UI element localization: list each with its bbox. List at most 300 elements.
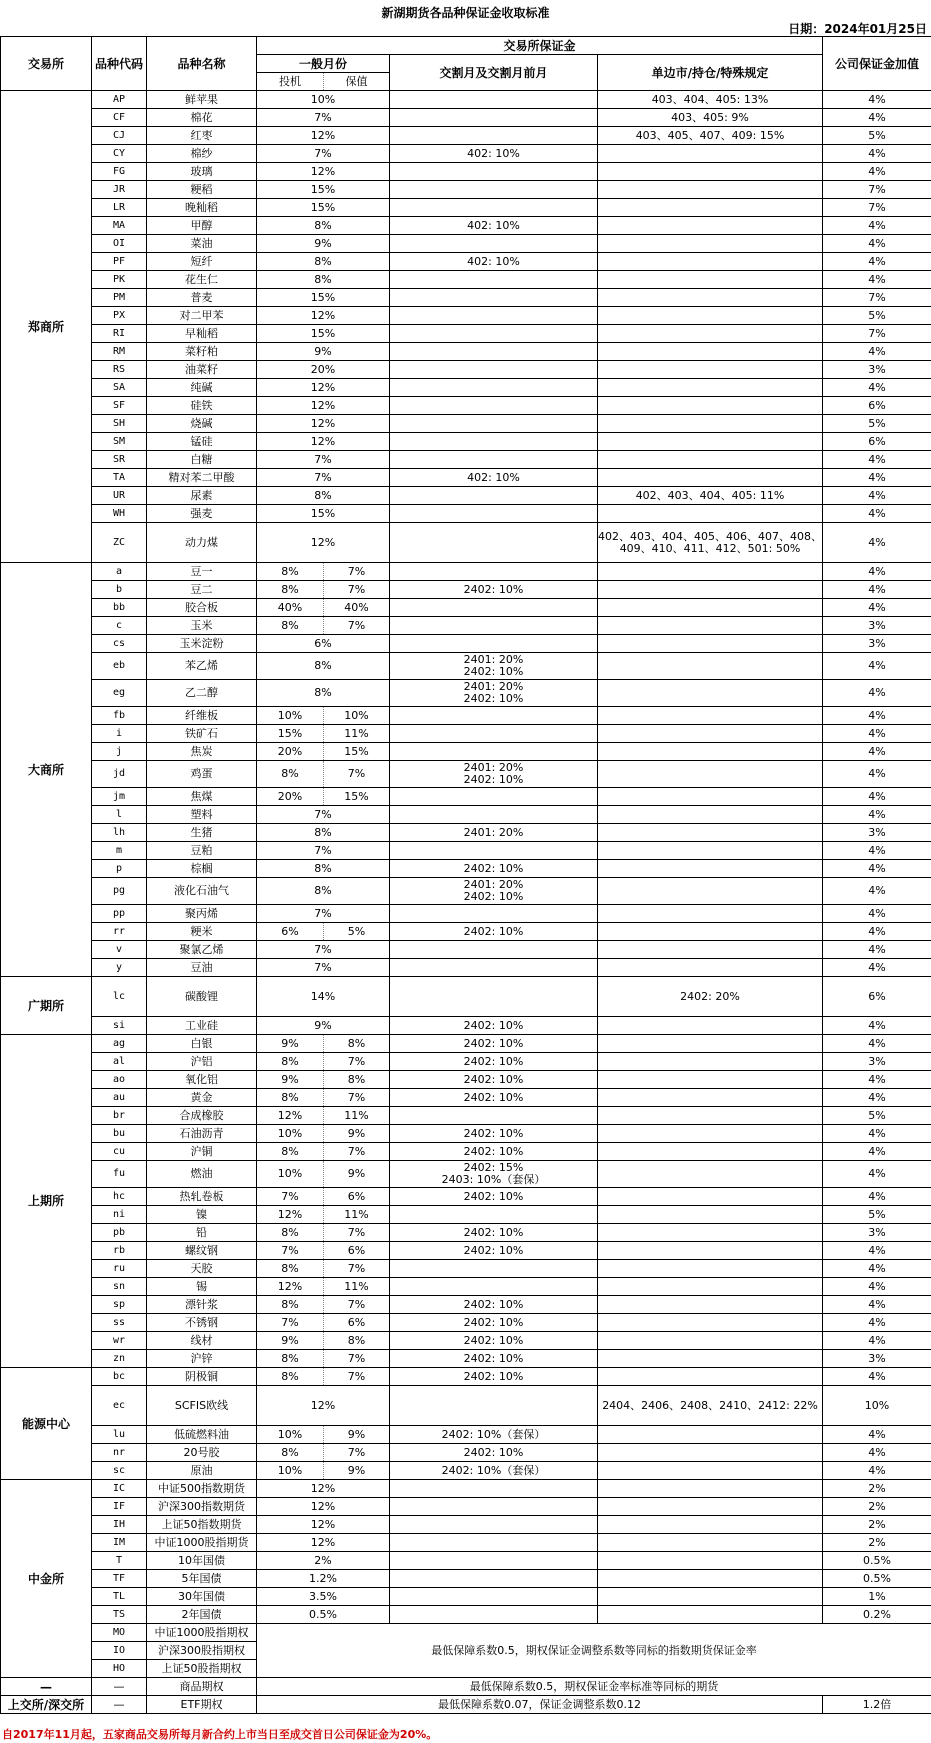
speculation-cell: 7% bbox=[257, 1188, 324, 1206]
company-add-cell: 0.2% bbox=[823, 1606, 931, 1624]
general-month-cell: 12% bbox=[257, 397, 390, 415]
special-cell bbox=[598, 1278, 823, 1296]
table-row bbox=[1, 487, 931, 505]
code-cell: sn bbox=[92, 1278, 147, 1296]
delivery-cell bbox=[390, 91, 598, 109]
table-row bbox=[1, 1606, 931, 1624]
table-row bbox=[1, 860, 931, 878]
company-add-cell: 4% bbox=[823, 959, 931, 977]
code-cell: al bbox=[92, 1053, 147, 1071]
table-row bbox=[1, 1242, 931, 1260]
hedge-cell: 8% bbox=[324, 1035, 390, 1053]
delivery-cell bbox=[390, 379, 598, 397]
company-add-cell: 4% bbox=[823, 1462, 931, 1480]
company-add-cell: 0.5% bbox=[823, 1552, 931, 1570]
name-cell: 尿素 bbox=[147, 487, 257, 505]
header-code: 品种代码 bbox=[92, 37, 147, 91]
name-cell: 早籼稻 bbox=[147, 325, 257, 343]
company-add-cell: 4% bbox=[823, 860, 931, 878]
special-cell bbox=[598, 860, 823, 878]
general-month-cell: 12% bbox=[257, 127, 390, 145]
hedge-cell: 7% bbox=[324, 581, 390, 599]
general-month-cell: 12% bbox=[257, 163, 390, 181]
code-cell: HO bbox=[92, 1660, 147, 1678]
special-cell bbox=[598, 415, 823, 433]
table-row bbox=[1, 469, 931, 487]
name-cell: 豆二 bbox=[147, 581, 257, 599]
table-row bbox=[1, 1350, 931, 1368]
code-cell: jm bbox=[92, 788, 147, 806]
hedge-cell: 7% bbox=[324, 563, 390, 581]
code-cell: au bbox=[92, 1089, 147, 1107]
special-cell bbox=[598, 1017, 823, 1035]
name-cell: 粳稻 bbox=[147, 181, 257, 199]
delivery-cell bbox=[390, 806, 598, 824]
table-row bbox=[1, 505, 931, 523]
delivery-cell: 2402: 10% bbox=[390, 1350, 598, 1368]
company-add-cell: 4% bbox=[823, 271, 931, 289]
table-row bbox=[1, 217, 931, 235]
special-cell bbox=[598, 725, 823, 743]
general-month-cell: 8% bbox=[257, 824, 390, 842]
table-row bbox=[1, 635, 931, 653]
delivery-cell bbox=[390, 905, 598, 923]
name-cell: 鸡蛋 bbox=[147, 761, 257, 788]
table-row bbox=[1, 1588, 931, 1606]
hedge-cell: 10% bbox=[324, 707, 390, 725]
speculation-cell: 7% bbox=[257, 1314, 324, 1332]
speculation-cell: 20% bbox=[257, 788, 324, 806]
hedge-cell: 11% bbox=[324, 1206, 390, 1224]
special-cell bbox=[598, 1534, 823, 1552]
code-cell: TL bbox=[92, 1588, 147, 1606]
table-row bbox=[1, 1278, 931, 1296]
special-cell bbox=[598, 1498, 823, 1516]
footer-note: 自2017年11月起，五家商品交易所每月新合约上市当日至成交首日公司保证金为20%。 bbox=[2, 1728, 438, 1741]
general-month-cell: 12% bbox=[257, 1480, 390, 1498]
code-cell: RI bbox=[92, 325, 147, 343]
delivery-cell bbox=[390, 1278, 598, 1296]
speculation-cell: 9% bbox=[257, 1035, 324, 1053]
company-add-cell: 4% bbox=[823, 680, 931, 707]
table-row bbox=[1, 1224, 931, 1242]
margin-table bbox=[0, 36, 931, 1714]
header-row bbox=[1, 37, 931, 55]
table-row bbox=[1, 235, 931, 253]
table-row bbox=[1, 451, 931, 469]
table-row bbox=[1, 1143, 931, 1161]
general-month-cell: 15% bbox=[257, 181, 390, 199]
speculation-cell: 8% bbox=[257, 617, 324, 635]
company-add-cell: 4% bbox=[823, 469, 931, 487]
name-cell: 短纤 bbox=[147, 253, 257, 271]
name-cell: 红枣 bbox=[147, 127, 257, 145]
speculation-cell: 8% bbox=[257, 581, 324, 599]
delivery-cell: 402: 10% bbox=[390, 469, 598, 487]
speculation-cell: 8% bbox=[257, 563, 324, 581]
name-cell: 天胶 bbox=[147, 1260, 257, 1278]
name-cell: 动力煤 bbox=[147, 523, 257, 563]
name-cell: 沪铜 bbox=[147, 1143, 257, 1161]
company-add-cell: 4% bbox=[823, 1314, 931, 1332]
table-row bbox=[1, 617, 931, 635]
name-cell: 30年国债 bbox=[147, 1588, 257, 1606]
company-add-cell: 3% bbox=[823, 617, 931, 635]
delivery-cell: 2401: 20% 2402: 10% bbox=[390, 653, 598, 680]
special-cell bbox=[598, 217, 823, 235]
special-cell bbox=[598, 397, 823, 415]
code-cell: lh bbox=[92, 824, 147, 842]
company-add-cell: 4% bbox=[823, 878, 931, 905]
delivery-cell: 402: 10% bbox=[390, 145, 598, 163]
name-cell: 阴极铜 bbox=[147, 1368, 257, 1386]
code-cell: TA bbox=[92, 469, 147, 487]
delivery-cell bbox=[390, 743, 598, 761]
special-cell bbox=[598, 1516, 823, 1534]
delivery-cell: 402: 10% bbox=[390, 217, 598, 235]
general-month-cell: 7% bbox=[257, 109, 390, 127]
code-cell: MA bbox=[92, 217, 147, 235]
hedge-cell: 8% bbox=[324, 1332, 390, 1350]
delivery-cell: 2401: 20% 2402: 10% bbox=[390, 878, 598, 905]
company-add-cell: 5% bbox=[823, 415, 931, 433]
code-cell: T bbox=[92, 1552, 147, 1570]
header-exchange: 交易所 bbox=[1, 37, 92, 91]
special-cell bbox=[598, 743, 823, 761]
delivery-cell bbox=[390, 1516, 598, 1534]
hedge-cell: 11% bbox=[324, 725, 390, 743]
name-cell: 沪深300指数期货 bbox=[147, 1498, 257, 1516]
general-month-cell: 7% bbox=[257, 959, 390, 977]
name-cell: 上证50指数期货 bbox=[147, 1516, 257, 1534]
special-cell bbox=[598, 1552, 823, 1570]
name-cell: 中证1000股指期货 bbox=[147, 1534, 257, 1552]
code-cell: fu bbox=[92, 1161, 147, 1188]
hedge-cell: 9% bbox=[324, 1161, 390, 1188]
company-add-cell: 4% bbox=[823, 487, 931, 505]
speculation-cell: 9% bbox=[257, 1332, 324, 1350]
header-company-add: 公司保证金加值 bbox=[823, 37, 931, 91]
table-row bbox=[1, 181, 931, 199]
company-add-cell: 4% bbox=[823, 1125, 931, 1143]
delivery-cell: 2402: 10% bbox=[390, 1017, 598, 1035]
table-row bbox=[1, 878, 931, 905]
special-cell bbox=[598, 235, 823, 253]
exchange-cell: 能源中心 bbox=[1, 1368, 92, 1480]
code-cell: ZC bbox=[92, 523, 147, 563]
company-add-cell: 7% bbox=[823, 325, 931, 343]
special-cell bbox=[598, 1588, 823, 1606]
delivery-cell bbox=[390, 788, 598, 806]
speculation-cell: 10% bbox=[257, 1462, 324, 1480]
company-add-cell: 3% bbox=[823, 1053, 931, 1071]
name-cell: 强麦 bbox=[147, 505, 257, 523]
company-add-cell: 3% bbox=[823, 1224, 931, 1242]
table-row bbox=[1, 725, 931, 743]
hedge-cell: 9% bbox=[324, 1125, 390, 1143]
company-add-cell: 2% bbox=[823, 1534, 931, 1552]
company-add-cell: 4% bbox=[823, 707, 931, 725]
company-add-cell: 4% bbox=[823, 581, 931, 599]
code-cell: cu bbox=[92, 1143, 147, 1161]
speculation-cell: 8% bbox=[257, 1089, 324, 1107]
code-cell: rb bbox=[92, 1242, 147, 1260]
code-cell: ec bbox=[92, 1386, 147, 1426]
name-cell: 菜油 bbox=[147, 235, 257, 253]
company-add-cell: 4% bbox=[823, 1017, 931, 1035]
table-row bbox=[1, 1552, 931, 1570]
name-cell: 甲醇 bbox=[147, 217, 257, 235]
company-add-cell: 4% bbox=[823, 743, 931, 761]
table-row bbox=[1, 1678, 931, 1696]
table-row bbox=[1, 325, 931, 343]
hedge-cell: 7% bbox=[324, 1444, 390, 1462]
name-cell: 燃油 bbox=[147, 1161, 257, 1188]
speculation-cell: 10% bbox=[257, 1125, 324, 1143]
delivery-cell: 2401: 20% bbox=[390, 824, 598, 842]
table-row bbox=[1, 1107, 931, 1125]
general-month-cell: 15% bbox=[257, 289, 390, 307]
code-cell: sc bbox=[92, 1462, 147, 1480]
name-cell: 硅铁 bbox=[147, 397, 257, 415]
company-add-cell: 4% bbox=[823, 523, 931, 563]
delivery-cell bbox=[390, 433, 598, 451]
delivery-cell: 2402: 10% bbox=[390, 1242, 598, 1260]
general-month-cell: 8% bbox=[257, 271, 390, 289]
table-row bbox=[1, 163, 931, 181]
hedge-cell: 7% bbox=[324, 1224, 390, 1242]
code-cell: m bbox=[92, 842, 147, 860]
special-cell bbox=[598, 325, 823, 343]
company-add-cell: 4% bbox=[823, 343, 931, 361]
speculation-cell: 12% bbox=[257, 1278, 324, 1296]
company-add-cell: 4% bbox=[823, 1143, 931, 1161]
name-cell: 碳酸锂 bbox=[147, 977, 257, 1017]
table-row bbox=[1, 1696, 931, 1714]
hedge-cell: 7% bbox=[324, 1350, 390, 1368]
header-speculation: 投机 bbox=[257, 73, 324, 91]
company-add-cell: 1% bbox=[823, 1588, 931, 1606]
special-cell: 403、405: 9% bbox=[598, 109, 823, 127]
table-row bbox=[1, 1426, 931, 1444]
delivery-cell bbox=[390, 1498, 598, 1516]
special-cell bbox=[598, 788, 823, 806]
code-cell: zn bbox=[92, 1350, 147, 1368]
delivery-cell bbox=[390, 271, 598, 289]
company-add-cell: 4% bbox=[823, 1332, 931, 1350]
special-cell bbox=[598, 761, 823, 788]
table-row bbox=[1, 109, 931, 127]
code-cell: bu bbox=[92, 1125, 147, 1143]
code-cell: br bbox=[92, 1107, 147, 1125]
table-row bbox=[1, 1053, 931, 1071]
code-cell: — bbox=[92, 1678, 147, 1696]
name-cell: 普麦 bbox=[147, 289, 257, 307]
delivery-cell bbox=[390, 181, 598, 199]
company-add-cell: 6% bbox=[823, 397, 931, 415]
hedge-cell: 6% bbox=[324, 1314, 390, 1332]
name-cell: 沪锌 bbox=[147, 1350, 257, 1368]
code-cell: si bbox=[92, 1017, 147, 1035]
name-cell: 铁矿石 bbox=[147, 725, 257, 743]
speculation-cell: 8% bbox=[257, 1224, 324, 1242]
name-cell: 黄金 bbox=[147, 1089, 257, 1107]
delivery-cell bbox=[390, 842, 598, 860]
general-month-cell: 15% bbox=[257, 505, 390, 523]
table-row bbox=[1, 415, 931, 433]
special-cell bbox=[598, 1480, 823, 1498]
company-add-cell: 4% bbox=[823, 1188, 931, 1206]
name-cell: 塑料 bbox=[147, 806, 257, 824]
table-row bbox=[1, 1161, 931, 1188]
table-row bbox=[1, 1498, 931, 1516]
code-cell: v bbox=[92, 941, 147, 959]
code-cell: SR bbox=[92, 451, 147, 469]
special-cell bbox=[598, 806, 823, 824]
delivery-cell bbox=[390, 199, 598, 217]
delivery-cell bbox=[390, 1206, 598, 1224]
delivery-cell bbox=[390, 1260, 598, 1278]
name-cell: 玉米淀粉 bbox=[147, 635, 257, 653]
special-cell bbox=[598, 1242, 823, 1260]
commodity-options-note: 最低保障系数0.5，期权保证金率标准等同标的期货 bbox=[257, 1678, 931, 1696]
hedge-cell: 7% bbox=[324, 617, 390, 635]
table-row bbox=[1, 1534, 931, 1552]
general-month-cell: 10% bbox=[257, 91, 390, 109]
special-cell bbox=[598, 1350, 823, 1368]
table-row bbox=[1, 941, 931, 959]
delivery-cell bbox=[390, 127, 598, 145]
table-row bbox=[1, 523, 931, 563]
company-add-cell: 4% bbox=[823, 1071, 931, 1089]
name-cell: 苯乙烯 bbox=[147, 653, 257, 680]
name-cell: 烧碱 bbox=[147, 415, 257, 433]
table-row bbox=[1, 707, 931, 725]
company-add-cell: 5% bbox=[823, 127, 931, 145]
speculation-cell: 8% bbox=[257, 1260, 324, 1278]
special-cell bbox=[598, 635, 823, 653]
speculation-cell: 40% bbox=[257, 599, 324, 617]
hedge-cell: 7% bbox=[324, 1053, 390, 1071]
general-month-cell: 15% bbox=[257, 199, 390, 217]
name-cell: 纤维板 bbox=[147, 707, 257, 725]
special-cell bbox=[598, 1296, 823, 1314]
speculation-cell: 10% bbox=[257, 707, 324, 725]
name-cell: 锰硅 bbox=[147, 433, 257, 451]
name-cell: 花生仁 bbox=[147, 271, 257, 289]
table-row bbox=[1, 199, 931, 217]
table-row bbox=[1, 127, 931, 145]
special-cell bbox=[598, 1206, 823, 1224]
code-cell: FG bbox=[92, 163, 147, 181]
speculation-cell: 8% bbox=[257, 761, 324, 788]
delivery-cell bbox=[390, 599, 598, 617]
company-add-cell: 4% bbox=[823, 451, 931, 469]
delivery-cell bbox=[390, 707, 598, 725]
general-month-cell: 9% bbox=[257, 1017, 390, 1035]
name-cell: 低硫燃料油 bbox=[147, 1426, 257, 1444]
name-cell: 聚丙烯 bbox=[147, 905, 257, 923]
company-add-cell: 5% bbox=[823, 1107, 931, 1125]
special-cell bbox=[598, 1053, 823, 1071]
name-cell: 聚氯乙烯 bbox=[147, 941, 257, 959]
code-cell: WH bbox=[92, 505, 147, 523]
header-hedge: 保值 bbox=[324, 73, 390, 91]
delivery-cell: 2402: 10%（套保） bbox=[390, 1462, 598, 1480]
delivery-cell: 2402: 10% bbox=[390, 1188, 598, 1206]
name-cell: 合成橡胶 bbox=[147, 1107, 257, 1125]
delivery-cell bbox=[390, 1570, 598, 1588]
name-cell: 精对苯二甲酸 bbox=[147, 469, 257, 487]
code-cell: i bbox=[92, 725, 147, 743]
general-month-cell: 12% bbox=[257, 379, 390, 397]
exchange-cell: 郑商所 bbox=[1, 91, 92, 563]
company-add-cell: 4% bbox=[823, 1368, 931, 1386]
table-row bbox=[1, 563, 931, 581]
code-cell: IF bbox=[92, 1498, 147, 1516]
general-month-cell: 7% bbox=[257, 941, 390, 959]
delivery-cell: 2402: 10% bbox=[390, 1296, 598, 1314]
code-cell: eb bbox=[92, 653, 147, 680]
name-cell: 氧化铝 bbox=[147, 1071, 257, 1089]
hedge-cell: 8% bbox=[324, 1071, 390, 1089]
general-month-cell: 8% bbox=[257, 653, 390, 680]
table-row bbox=[1, 1386, 931, 1426]
special-cell bbox=[598, 1143, 823, 1161]
table-row bbox=[1, 1206, 931, 1224]
company-add-cell: 4% bbox=[823, 599, 931, 617]
code-cell: UR bbox=[92, 487, 147, 505]
general-month-cell: 12% bbox=[257, 307, 390, 325]
name-cell: 原油 bbox=[147, 1462, 257, 1480]
delivery-cell bbox=[390, 1588, 598, 1606]
code-cell: l bbox=[92, 806, 147, 824]
special-cell: 403、405、407、409: 15% bbox=[598, 127, 823, 145]
code-cell: AP bbox=[92, 91, 147, 109]
company-add-cell: 3% bbox=[823, 1350, 931, 1368]
name-cell: 漂针浆 bbox=[147, 1296, 257, 1314]
company-add-cell: 4% bbox=[823, 1444, 931, 1462]
delivery-cell: 402: 10% bbox=[390, 253, 598, 271]
special-cell bbox=[598, 433, 823, 451]
company-add-cell: 5% bbox=[823, 1206, 931, 1224]
hedge-cell: 9% bbox=[324, 1426, 390, 1444]
company-add-cell: 10% bbox=[823, 1386, 931, 1426]
special-cell: 2402: 20% bbox=[598, 977, 823, 1017]
table-row bbox=[1, 1624, 931, 1642]
delivery-cell bbox=[390, 163, 598, 181]
special-cell bbox=[598, 1224, 823, 1242]
general-month-cell: 12% bbox=[257, 433, 390, 451]
header-exchange-margin: 交易所保证金 bbox=[257, 37, 823, 55]
code-cell: ru bbox=[92, 1260, 147, 1278]
name-cell: 螺纹钢 bbox=[147, 1242, 257, 1260]
company-add-cell: 4% bbox=[823, 217, 931, 235]
name-cell: 石油沥青 bbox=[147, 1125, 257, 1143]
code-cell: a bbox=[92, 563, 147, 581]
special-cell bbox=[598, 199, 823, 217]
special-cell: 2404、2406、2408、2410、2412: 22% bbox=[598, 1386, 823, 1426]
company-add-cell: 4% bbox=[823, 788, 931, 806]
special-cell bbox=[598, 680, 823, 707]
speculation-cell: 8% bbox=[257, 1368, 324, 1386]
name-cell: 沪深300股指期权 bbox=[147, 1642, 257, 1660]
delivery-cell bbox=[390, 1386, 598, 1426]
general-month-cell: 2% bbox=[257, 1552, 390, 1570]
general-month-cell: 9% bbox=[257, 235, 390, 253]
special-cell bbox=[598, 1260, 823, 1278]
company-add-cell: 4% bbox=[823, 1278, 931, 1296]
